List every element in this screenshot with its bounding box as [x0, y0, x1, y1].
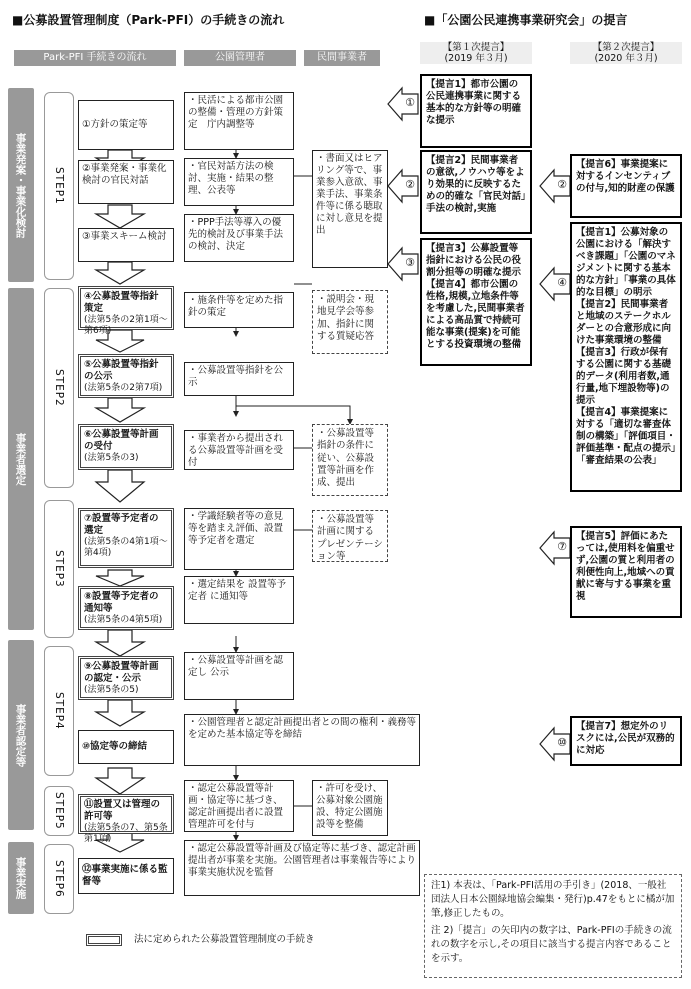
second-proposal-5-label: 【提言5】: [576, 531, 621, 542]
admin-box-5: ・公募設置等指針を公示: [184, 362, 294, 396]
col-header-second: [570, 42, 682, 64]
procedure-6: [78, 424, 174, 470]
phase-selection: 事業者選定: [8, 288, 34, 630]
first-proposal-2-label: 【提言2】: [426, 155, 471, 166]
notes-box: [424, 874, 682, 978]
second-proposal-6-text: 事業提案に対するインセンティブの付与,知的財産の保護: [576, 159, 675, 194]
procedure-1: [78, 100, 174, 150]
procedure-3: [78, 228, 174, 262]
phase-certification: 事業者認定等: [8, 640, 34, 830]
col-header-first: [420, 42, 532, 64]
marker-10: ⑩: [557, 736, 567, 749]
admin-box-3: ・PPP手法等導入の優先的検討及び事業手法の検討、決定: [184, 214, 294, 262]
procedure-5-title: ⑤公募設置等指針の公示: [84, 359, 159, 382]
private-box-4: ・公募設置等計画に関するプレゼンテーション等: [312, 510, 388, 562]
note-2: 注 2)「提言」の矢印内の数字は、Park-PFIの手続きの流れの数字を示し,その項目に該当する提言内容であることを示す。: [431, 925, 672, 964]
second-proposal-1-text: 公募対象の公園における「解決すべき課題」「公園のマネジメントに関する基本的な方針」「事業の具体的な目標」の明示: [576, 227, 676, 298]
procedure-7-title: ⑦設置等予定者の選定: [84, 513, 159, 536]
marker-3: ③: [405, 256, 415, 269]
procedure-1-title: ①方針の策定等: [82, 119, 148, 130]
marker-4: ④: [557, 276, 567, 289]
step4-label: STEP4: [53, 692, 65, 730]
private-box-1: ・書面又はヒアリング等で、事業参入意欲、事業手法、事業条件等に係る聴取に対し意見を提出: [312, 150, 388, 268]
procedure-8-sub: (法第5条の4第5項): [84, 615, 163, 625]
procedure-4-sub: (法第5条の2第1項～第6項): [84, 315, 168, 336]
procedure-5-sub: (法第5条の2第7項): [84, 383, 163, 393]
first-proposal-3-text: 公募設置等指針における公民の役割分担等の明確な提示: [426, 243, 522, 278]
admin-box-6: ・事業者から提出される公募設置等計画を受付: [184, 430, 294, 470]
second-proposal-6: [570, 154, 682, 218]
second-proposal-2-text: 民間事業者と地域のステークホルダーとの合意形成に向けた事業環境の整備: [576, 299, 672, 346]
marker-2: ②: [405, 178, 415, 191]
step2-label: STEP2: [53, 369, 65, 407]
second-proposal-4-label: 【提言4】: [576, 407, 621, 418]
legend-swatch: [86, 934, 122, 946]
procedure-3-title: ③事業スキーム検討: [82, 231, 167, 242]
admin-box-1: ・民活による都市公園の整備・管理の方針策定 庁内調整等: [184, 92, 294, 150]
second-proposal-7-text: 想定外のリスクには,公民が双務的に対応: [576, 721, 675, 756]
step6-label: STEP6: [53, 860, 65, 898]
second-prop-date: (2020 年３月): [594, 53, 658, 64]
first-proposal-4-label: 【提言4】: [426, 279, 471, 290]
procedure-7: [78, 508, 174, 568]
step3-label: STEP3: [53, 550, 65, 588]
admin-box-10: ・公園管理者と認定計画提出者との間の権利・義務等を定めた基本協定等を締結: [184, 714, 420, 766]
first-proposal-4-text: 都市公園の性格,規模,立地条件等を考慮した,民間事業者による高品質で持続可能な事業(提案)を可能とする投資環境の整備: [426, 279, 525, 350]
procedure-9-title: ⑨公募設置等計画の認定・公示: [84, 661, 159, 684]
step5-label: STEP5: [53, 792, 65, 830]
procedure-7-sub: (法第5条の4第1項～第4項): [84, 537, 168, 558]
private-box-2: ・説明会・現地見学会等参加、指針に関する質疑応答: [312, 290, 388, 354]
procedure-11-title: ⑪設置又は管理の許可等: [84, 799, 161, 822]
marker-7: ⑦: [557, 540, 567, 553]
first-prop-date: (2019 年３月): [444, 53, 508, 64]
procedure-12: [78, 858, 174, 894]
procedure-11: [78, 794, 174, 844]
col-header-private: 民間事業者: [304, 50, 380, 66]
legend-text: 法に定められた公募設置管理制度の手続き: [134, 934, 315, 945]
first-prop-header: 【第１次提言】: [442, 42, 510, 53]
procedure-11-sub: (法第5条の7、第5条第1項): [84, 823, 168, 844]
procedure-2-title: ②事業発案・事業化検討の官民対話: [82, 163, 167, 186]
private-box-5: ・許可を受け、公募対象公園施設、特定公園施設等を整備: [312, 780, 388, 836]
second-proposal-2-label: 【提言2】: [576, 299, 621, 310]
first-proposal-3-label: 【提言3】: [426, 243, 471, 254]
procedure-6-title: ⑥公募設置等計画の受付: [84, 429, 159, 452]
admin-box-11: ・認定公募設置等計画・協定等に基づき、認定計画提出者に設置管理許可を付与: [184, 780, 294, 832]
first-proposal-2: [420, 150, 532, 234]
procedure-4: [78, 286, 174, 336]
marker-2b: ②: [557, 178, 567, 191]
second-proposal-6-label: 【提言6】: [576, 159, 621, 170]
first-proposal-1-text: 都市公園の公民連携事業に関する基本的な方針等の明確な提示: [426, 79, 522, 126]
procedure-10-title: ⑩協定等の締結: [82, 741, 148, 752]
admin-box-4: ・施条件等を定めた指針の策定: [184, 292, 294, 328]
col-header-flow: Park-PFI 手続きの流れ: [14, 50, 176, 66]
second-prop-header: 【第２次提言】: [592, 42, 660, 53]
procedure-8: [78, 586, 174, 630]
procedure-9: [78, 656, 174, 700]
marker-1: ①: [405, 96, 415, 109]
admin-box-8: ・選定結果を 設置等予定者 に通知等: [184, 576, 294, 624]
second-proposal-3-text: 行政が保有する公園に関する基礎的データ(利用者数,通行量,地下埋設物等)の提示: [576, 347, 672, 406]
first-proposal-1: [420, 74, 532, 148]
procedure-5: [78, 354, 174, 398]
procedure-4-title: ④公募設置等指針策定: [84, 291, 159, 314]
left-title: ■公募設置管理制度（Park-PFI）の手続きの流れ: [12, 13, 285, 27]
private-box-3: ・公募設置等指針の条件に従い、公募設置等計画を作成、提出: [312, 424, 388, 496]
procedure-2: [78, 160, 174, 204]
second-proposal-1-label: 【提言1】: [576, 227, 621, 238]
second-proposal-7-label: 【提言7】: [576, 721, 621, 732]
right-title: ■「公園公民連携事業研究会」の提言: [424, 13, 628, 27]
admin-box-12: ・認定公募設置等計画及び協定等に基づき、認定計画提出者が事業を実施。公園管理者は事業報告等により事業実施状況を監督: [184, 840, 420, 896]
phase-proposal: 事業発案・事業化検討: [8, 88, 34, 282]
second-proposal-1-4: [570, 222, 682, 492]
procedure-12-title: ⑫事業実施に係る監督等: [82, 864, 168, 887]
step1-label: STEP1: [53, 167, 65, 205]
admin-box-7: ・学識経験者等の意見等を踏まえ評価、設置等予定者を選定: [184, 508, 294, 570]
note-1: 注1) 本表は、「Park-PFI活用の手引き」(2018、一般社団法人日本公園緑地協会編集・発行)p.47をもとに橘が加筆,修正したもの。: [431, 880, 675, 919]
admin-box-2: ・官民対話方法の検討、実施・結果の整理、公表等: [184, 158, 294, 206]
procedure-6-sub: (法第5条の3): [84, 453, 139, 463]
second-proposal-7: [570, 716, 682, 766]
procedure-10: [78, 730, 174, 764]
second-proposal-3-label: 【提言3】: [576, 347, 621, 358]
first-proposal-3-4: [420, 238, 532, 366]
second-proposal-5: [570, 526, 682, 618]
second-proposal-4-text: 事業提案に対する「適切な審査体制の構築」「評価項目・評価基準・配点の提示」「審査結果の公表」: [576, 407, 676, 466]
admin-box-9: ・公募設置等計画を認定し 公示: [184, 652, 294, 700]
procedure-9-sub: (法第5条の5): [84, 685, 139, 695]
procedure-8-title: ⑧設置等予定者の通知等: [84, 591, 159, 614]
col-header-admin: 公園管理者: [184, 50, 296, 66]
first-proposal-2-text: 民間事業者の意欲,ノウハウ等をより効果的に反映するための的確な「官民対話」手法の検討,実施: [426, 155, 526, 214]
phase-implementation: 事業実施: [8, 842, 34, 914]
second-proposal-5-text: 評価にあたっては,使用料を偏重せず,公園の質と利用者の利便性向上,地域への貢献に寄与する事業を重視: [576, 531, 675, 602]
first-proposal-1-label: 【提言1】: [426, 79, 471, 90]
